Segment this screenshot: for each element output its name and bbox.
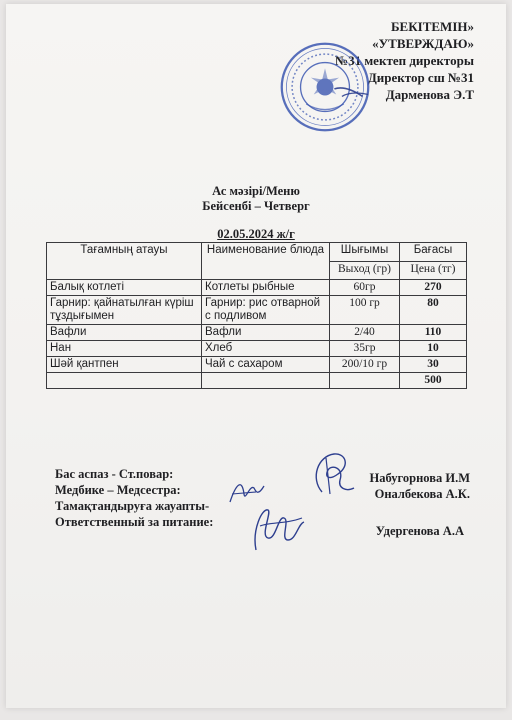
approval-line-5: Дарменова Э.Т xyxy=(385,87,474,102)
table-row xyxy=(47,325,467,341)
approval-line-1: БЕКІТЕМІН» xyxy=(390,19,474,34)
dish-name-kz: Гарнир: қайнатылған күріш тұздығымен xyxy=(47,296,202,325)
dish-output: 100 гр xyxy=(330,296,400,325)
approval-line-4: Директор сш №31 xyxy=(367,70,474,85)
table-row xyxy=(47,296,467,325)
dish-name-ru: Хлеб xyxy=(202,341,330,357)
dish-price: 10 xyxy=(400,341,467,357)
dish-output: 2/40 xyxy=(330,325,400,341)
dish-price: 80 xyxy=(400,296,467,325)
menu-date: 02.05.2024 ж/г xyxy=(217,227,295,241)
dish-name-ru: Котлеты рыбные xyxy=(202,280,330,296)
table-total-row xyxy=(47,373,467,389)
dish-price: 110 xyxy=(400,325,467,341)
responsible-label-ru: Ответственный за питание: xyxy=(55,515,214,529)
table-row xyxy=(47,280,467,296)
responsible-label-kz: Тамақтандыруға жауапты- xyxy=(55,499,210,513)
responsible-name: Удергенова А.А xyxy=(375,524,464,538)
total-value: 500 xyxy=(400,373,467,389)
dish-name-ru: Чай с сахаром xyxy=(202,357,330,373)
nurse-label: Медбике – Медсестра: xyxy=(55,483,181,497)
table-row xyxy=(47,341,467,357)
header-output-kz: Шығымы xyxy=(330,243,400,262)
header-output-ru: Выход (гр) xyxy=(330,261,400,280)
nurse-name: Оналбекова А.К. xyxy=(374,487,470,501)
dish-output: 60гр xyxy=(330,280,400,296)
total-empty-1 xyxy=(47,373,202,389)
responsible-signature xyxy=(246,500,308,554)
total-empty-2 xyxy=(202,373,330,389)
table-row xyxy=(47,357,467,373)
dish-name-kz: Вафли xyxy=(47,325,202,341)
menu-title: Ас мәзірі/Меню xyxy=(212,184,300,198)
dish-output: 35гр xyxy=(330,341,400,357)
chef-signature xyxy=(300,448,360,500)
dish-price: 30 xyxy=(400,357,467,373)
header-dish-ru: Наименование блюда xyxy=(202,243,330,280)
menu-day: Бейсенбі – Четверг xyxy=(202,199,310,213)
header-dish-kz: Тағамның атауы xyxy=(47,243,202,280)
school-seal-stamp xyxy=(278,40,372,134)
dish-name-kz: Нан xyxy=(47,341,202,357)
approval-line-2: «УТВЕРЖДАЮ» xyxy=(372,36,474,51)
chef-label: Бас аспаз - Ст.повар: xyxy=(55,467,174,481)
dish-name-kz: Шәй қантпен xyxy=(47,357,202,373)
dish-name-ru: Вафли xyxy=(202,325,330,341)
header-price-ru: Цена (тг) xyxy=(400,261,467,280)
table-header-row-1 xyxy=(47,243,467,262)
dish-price: 270 xyxy=(400,280,467,296)
total-empty-3 xyxy=(330,373,400,389)
dish-name-kz: Балық котлеті xyxy=(47,280,202,296)
chef-name: Набугорнова И.М xyxy=(369,471,470,485)
dish-output: 200/10 гр xyxy=(330,357,400,373)
approval-line-3: №31 мектеп директоры xyxy=(335,53,474,68)
menu-table xyxy=(46,242,467,389)
dish-name-ru: Гарнир: рис отварной с подливом xyxy=(202,296,330,325)
header-price-kz: Бағасы xyxy=(400,243,467,262)
